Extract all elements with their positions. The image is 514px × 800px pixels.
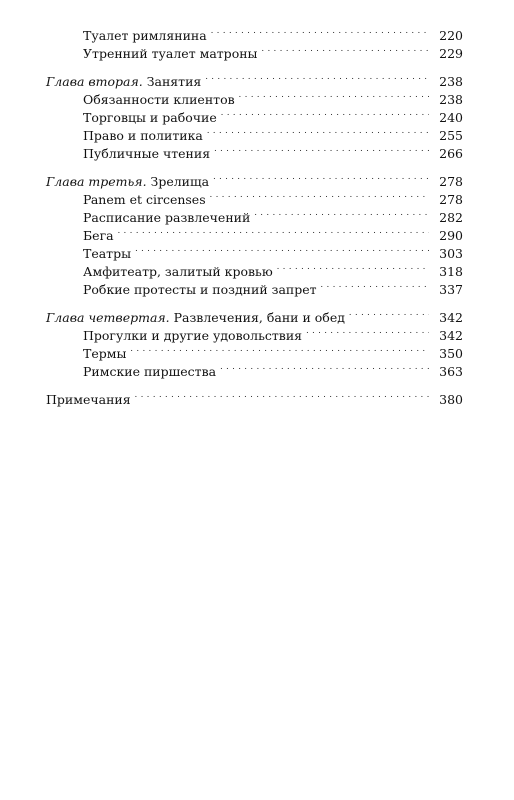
toc-entry bbox=[83, 104, 463, 125]
leader-dots bbox=[321, 276, 429, 294]
toc-entry bbox=[83, 240, 463, 261]
leader-dots bbox=[349, 304, 429, 322]
toc-entry-title: Panem et circenses bbox=[83, 192, 206, 207]
toc-entry-page: 363 bbox=[439, 364, 463, 379]
leader-dots bbox=[262, 40, 430, 58]
toc-entry bbox=[83, 122, 463, 143]
toc-entry-page: 318 bbox=[439, 264, 463, 279]
toc-entry-page: 255 bbox=[439, 128, 463, 143]
toc-entry bbox=[83, 258, 463, 279]
toc-entry-page: 350 bbox=[439, 346, 463, 361]
toc-entry-page: 290 bbox=[439, 228, 463, 243]
toc-entry-title: Амфитеатр, залитый кровью bbox=[83, 264, 273, 279]
toc-entry-page: 266 bbox=[439, 146, 463, 161]
toc-chapter-4 bbox=[46, 304, 463, 325]
chapter-label: Глава третья. bbox=[46, 174, 147, 189]
toc-entry-title: Торговцы и рабочие bbox=[83, 110, 217, 125]
toc-entry-title: Утренний туалет матроны bbox=[83, 46, 258, 61]
toc-entry bbox=[83, 340, 463, 361]
toc-entry-title: Примечания bbox=[46, 392, 131, 407]
toc-entry-notes bbox=[46, 386, 463, 407]
toc-entry-title: Бега bbox=[83, 228, 114, 243]
toc-entry-page: 337 bbox=[439, 282, 463, 297]
chapter-label: Глава четвертая. bbox=[46, 310, 170, 325]
toc-entry-page: 238 bbox=[439, 92, 463, 107]
leader-dots bbox=[306, 322, 429, 340]
toc-entry-page: 278 bbox=[439, 174, 463, 189]
leader-dots bbox=[213, 168, 429, 186]
leader-dots bbox=[254, 204, 429, 222]
toc-entry-title: Расписание развлечений bbox=[83, 210, 251, 225]
toc-entry-page: 380 bbox=[439, 392, 463, 407]
toc-entry-title: Робкие протесты и поздний запрет bbox=[83, 282, 317, 297]
toc-entry-page: 229 bbox=[439, 46, 463, 61]
toc-entry-page: 303 bbox=[439, 246, 463, 261]
toc-chapter-2 bbox=[46, 68, 463, 89]
leader-dots bbox=[205, 68, 429, 86]
leader-dots bbox=[210, 186, 429, 204]
toc-entry-page: 220 bbox=[439, 28, 463, 43]
toc-entry bbox=[83, 222, 463, 243]
toc-entry bbox=[83, 358, 463, 379]
toc-entry-page: 238 bbox=[439, 74, 463, 89]
toc-entry-title: Термы bbox=[83, 346, 127, 361]
toc-entry bbox=[83, 186, 463, 207]
chapter-name: Зрелища bbox=[146, 174, 210, 189]
toc-entry-title: Римские пиршества bbox=[83, 364, 217, 379]
leader-dots bbox=[130, 340, 429, 358]
toc-entry bbox=[83, 140, 463, 161]
toc-entry-matron-toilet bbox=[83, 40, 463, 61]
toc-entry-page: 240 bbox=[439, 110, 463, 125]
leader-dots bbox=[221, 104, 429, 122]
leader-dots bbox=[277, 258, 429, 276]
toc-entry-page: 278 bbox=[439, 192, 463, 207]
leader-dots bbox=[211, 22, 429, 40]
toc-entry-title: Право и политика bbox=[83, 128, 203, 143]
toc-entry bbox=[83, 86, 463, 107]
toc-entry bbox=[83, 204, 463, 225]
toc-entry-title: Обязанности клиентов bbox=[83, 92, 235, 107]
leader-dots bbox=[135, 386, 429, 404]
toc-entry-title: Публичные чтения bbox=[83, 146, 211, 161]
toc-entry-page: 342 bbox=[439, 310, 463, 325]
toc-chapter-3 bbox=[46, 168, 463, 189]
leader-dots bbox=[220, 358, 429, 376]
toc-entry-page: 342 bbox=[439, 328, 463, 343]
leader-dots bbox=[214, 140, 429, 158]
toc-entry-toilet-roman bbox=[83, 22, 463, 43]
chapter-name: Занятия bbox=[142, 74, 202, 89]
toc-entry-title: Прогулки и другие удовольствия bbox=[83, 328, 303, 343]
leader-dots bbox=[135, 240, 429, 258]
leader-dots bbox=[118, 222, 429, 240]
toc-entry-title: Театры bbox=[83, 246, 132, 261]
chapter-name: Развлечения, бани и обед bbox=[169, 310, 345, 325]
toc-entry bbox=[83, 276, 463, 297]
leader-dots bbox=[239, 86, 429, 104]
toc-entry bbox=[83, 322, 463, 343]
toc-entry-title: Туалет римлянина bbox=[83, 28, 207, 43]
toc-entry-page: 282 bbox=[439, 210, 463, 225]
chapter-label: Глава вторая. bbox=[46, 74, 143, 89]
leader-dots bbox=[207, 122, 429, 140]
